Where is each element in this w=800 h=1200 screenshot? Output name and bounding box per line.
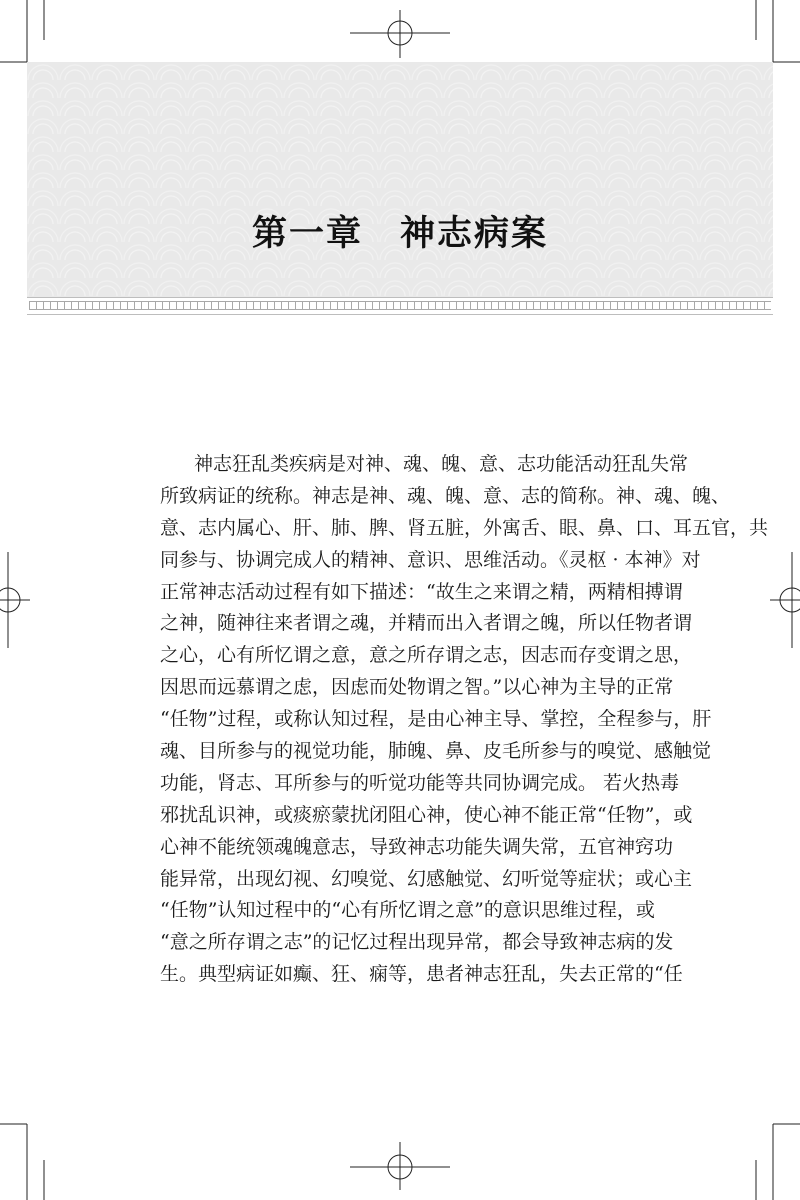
text-line: “意之所存谓之志”的记忆过程出现异常，都会导致神志病的发 [160,931,674,954]
text-line: 邪扰乱识神，或痰瘀蒙扰闭阻心神，使心神不能正常“任物”，或 [160,803,693,826]
text-line: 功能，肾志、耳所参与的听觉功能等共同协调完成。 若火热毒 [160,771,680,794]
fret-pattern [29,301,771,310]
banner-fret-border [27,297,773,315]
text-line: 魂、目所参与的视觉功能，肺魄、鼻、皮毛所参与的嗅觉、感触觉 [160,740,712,763]
text-line: 之神，随神往来者谓之魂，并精而出入者谓之魄，所以任物者谓 [160,612,693,635]
text-line: “任物”过程，或称认知过程，是由心神主导、掌控，全程参与，肝 [160,708,712,731]
text-line: 所致病证的统称。神志是神、魂、魄、意、志的简称。神、魂、魄、 [160,484,731,507]
text-line: “任物”认知过程中的“心有所忆谓之意”的意识思维过程，或 [160,899,655,922]
registration-mark-bottom [350,1142,450,1190]
text-line: 同参与、协调完成人的精神、意识、思维活动。《灵枢 · 本神》对 [160,548,701,571]
text-line: 正常神志活动过程有如下描述：“故生之来谓之精，两精相搏谓 [160,580,683,603]
body-paragraph [160,449,769,991]
text-line: 生。典型病证如癫、狂、痫等，患者神志狂乱，失去正常的“任 [160,963,683,986]
text-line: 之心，心有所忆谓之意，意之所存谓之志，因志而存变谓之思， [160,644,693,667]
registration-mark-left [0,552,30,648]
chapter-banner [27,62,773,315]
text-line: 神志狂乱类疾病是对神、魂、魄、意、志功能活动狂乱失常 [194,453,689,475]
chapter-title: 第一章 神志病案 [251,213,548,254]
registration-mark-top [350,10,450,58]
text-line: 能异常，出现幻视、幻嗅觉、幻感触觉、幻听觉等症状；或心主 [160,867,693,890]
registration-mark-right [770,552,800,648]
text-line: 心神不能统领魂魄意志，导致神志功能失调失常，五官神窍功 [160,835,674,858]
text-line: 因思而远慕谓之虑，因虑而处物谓之智。”以心神为主导的正常 [160,676,674,699]
text-line: 意、志内属心、肝、肺、脾、肾五脏，外寓舌、眼、鼻、口、耳五官，共 [160,516,769,539]
